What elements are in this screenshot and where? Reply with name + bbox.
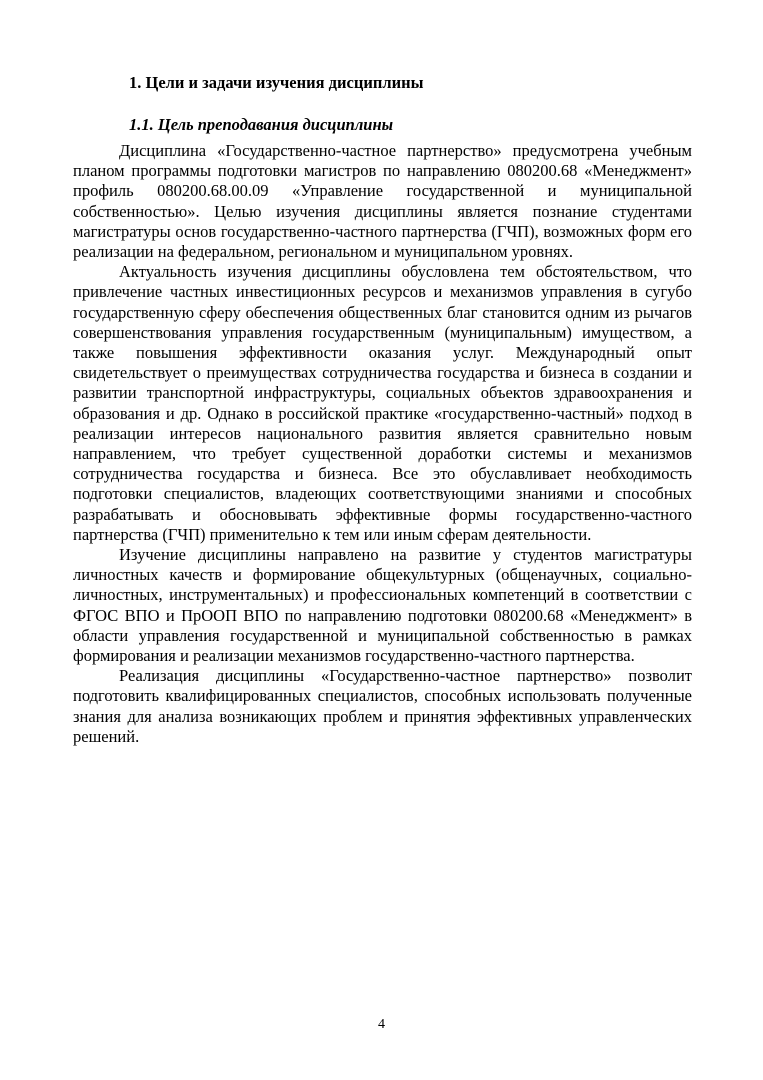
subsection-heading: 1.1. Цель преподавания дисциплины xyxy=(129,115,394,134)
section-heading: 1. Цели и задачи изучения дисциплины xyxy=(129,73,424,92)
page-number: 4 xyxy=(378,1017,385,1032)
paragraph-implementation: Реализация дисциплины «Государственно-частное партнерство» позволит подготовить квалифицированных специалистов, способных использовать полученные знания для анализа возникающих проблем и принятия эффективных управленческих решений. xyxy=(73,666,692,746)
paragraph-relevance: Актуальность изучения дисциплины обусловлена тем обстоятельством, что привлечение частных инвестиционных ресурсов и механизмов управления в сугубо государственную сферу обеспечения общественных благ становится одним из рычагов совершенствования управления государственным (муниципальным) имуществом, а также повышения эффективности оказания услуг. Международный опыт свидетельствует о преимуществах сотрудничества государства и бизнеса в создании и развитии транспортной инфраструктуры, социальных объектов здравоохранения и образования и др. Однако в российской практике «государственно-частный» подход в реализации интересов национального развития является сравнительно новым направлением, что требует существенной доработки системы и механизмов сотрудничества государства и бизнеса. Все это обуславливает необходимость подготовки специалистов, владеющих соответствующими знаниями и способных разрабатывать и обосновывать эффективные формы государственно-частного партнерства (ГЧП) применительно к тем или иным сферам деятельности. xyxy=(73,262,692,544)
paragraph-competencies: Изучение дисциплины направлено на развитие у студентов магистратуры личностных качеств и формирование общекультурных (общенаучных, социально-личностных, инструментальных) и профессиональных компетенций в соответствии с ФГОС ВПО и ПрООП ВПО по направлению подготовки 080200.68 «Менеджмент» в области управления государственной и муниципальной собственностью в рамках формирования и реализации механизмов государственно-частного партнерства. xyxy=(73,545,692,666)
body-text xyxy=(73,141,692,747)
paragraph-purpose: Дисциплина «Государственно-частное партнерство» предусмотрена учебным планом программы подготовки магистров по направлению 080200.68 «Менеджмент» профиль 080200.68.00.09 «Управление государственной и муниципальной собственностью». Целью изучения дисциплины является познание студентами магистратуры основ государственно-частного партнерства (ГЧП), возможных форм его реализации на федеральном, региональном и муниципальном уровнях. xyxy=(73,141,692,262)
